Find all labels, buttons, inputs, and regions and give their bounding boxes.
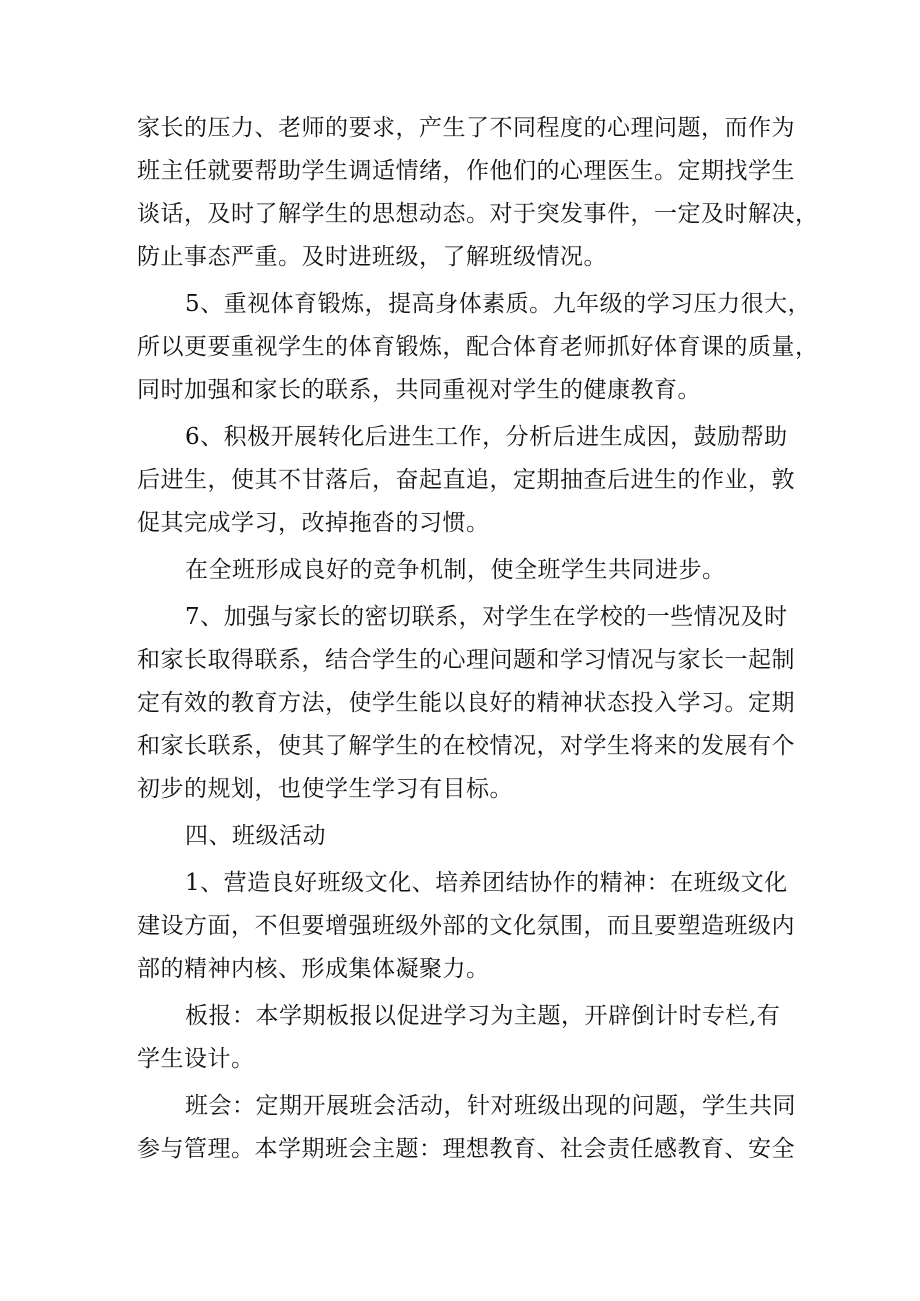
text-line: 后进生，使其不甘落后，奋起直追，定期抽查后进生的作业，敦 <box>137 467 795 493</box>
document-body <box>137 107 819 1175</box>
paragraph-7 <box>137 995 797 1081</box>
paragraph-6 <box>137 862 797 991</box>
text-line: 班主任就要帮助学生调适情绪，作他们的心理医生。定期找学生 <box>137 158 795 184</box>
text-line: 谈话，及时了解学生的思想动态。对于突发事件，一定及时解决， <box>137 201 819 227</box>
text-line: 7、加强与家长的密切联系，对学生在学校的一些情况及时 <box>185 604 788 630</box>
text-line: 部的精神内核、形成集体凝聚力。 <box>137 956 490 982</box>
text-line: 初步的规划，也使学生学习有目标。 <box>137 776 513 802</box>
text-line: 和家长取得联系，结合学生的心理问题和学习情况与家长一起制 <box>137 647 795 673</box>
text-line: 参与管理。本学期班会主题：理想教育、社会责任感教育、安全 <box>137 1136 795 1162</box>
text-line: 同时加强和家长的联系，共同重视对学生的健康教育。 <box>137 377 701 403</box>
text-line: 板报：本学期板报以促进学习为主题，开辟倒计时专栏,有 <box>185 1003 781 1029</box>
paragraph-4 <box>137 549 797 592</box>
text-line: 家长的压力、老师的要求，产生了不同程度的心理问题，而作为 <box>137 115 795 141</box>
paragraph-5 <box>137 596 797 811</box>
text-line: 在全班形成良好的竞争机制，使全班学生共同进步。 <box>185 557 726 583</box>
paragraph-2 <box>137 283 819 412</box>
paragraph-1 <box>137 107 819 279</box>
section-heading <box>137 815 797 858</box>
text-line: 促其完成学习，改掉拖沓的习惯。 <box>137 510 490 536</box>
paragraph-8 <box>137 1085 797 1171</box>
text-line: 防止事态严重。及时进班级，了解班级情况。 <box>137 244 607 270</box>
text-line: 6、积极开展转化后进生工作，分析后进生成因，鼓励帮助 <box>185 424 788 450</box>
paragraph-3 <box>137 416 797 545</box>
text-line: 四、班级活动 <box>185 823 326 849</box>
text-line: 和家长联系，使其了解学生的在校情况，对学生将来的发展有个 <box>137 733 795 759</box>
text-line: 建设方面，不但要增强班级外部的文化氛围，而且要塑造班级内 <box>137 913 795 939</box>
text-line: 5、重视体育锻炼，提高身体素质。九年级的学习压力很大， <box>185 291 812 317</box>
text-line: 班会：定期开展班会活动，针对班级出现的问题，学生共同 <box>185 1093 796 1119</box>
text-line: 1、营造良好班级文化、培养团结协作的精神：在班级文化 <box>185 870 788 896</box>
text-line: 学生设计。 <box>137 1046 255 1072</box>
text-line: 定有效的教育方法，使学生能以良好的精神状态投入学习。定期 <box>137 690 795 716</box>
text-line: 所以更要重视学生的体育锻炼，配合体育老师抓好体育课的质量， <box>137 334 819 360</box>
